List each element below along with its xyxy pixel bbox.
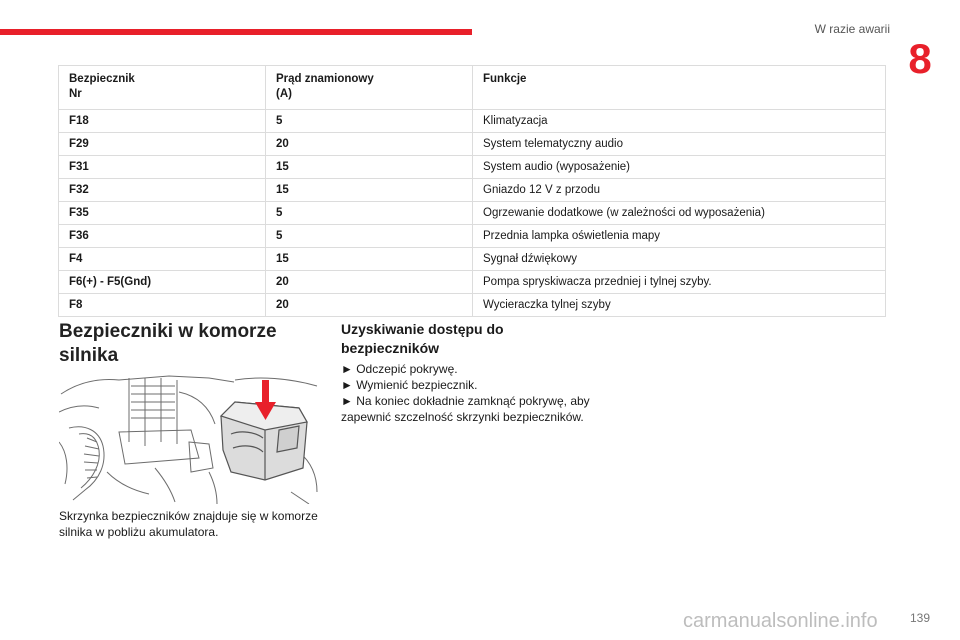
fuse-current-cell: 20 xyxy=(266,294,473,317)
fuse-current-cell: 15 xyxy=(266,179,473,202)
table-row xyxy=(59,271,886,294)
table-row xyxy=(59,294,886,317)
table-row xyxy=(59,248,886,271)
column-header-current: Prąd znamionowy (A) xyxy=(266,66,473,110)
engine-fuses-heading: Bezpieczniki w komorze silnika xyxy=(59,321,277,366)
column-header-function: Funkcje xyxy=(473,66,886,110)
fuse-function-cell: Sygnał dźwiękowy xyxy=(473,248,886,271)
table-row xyxy=(59,225,886,248)
fuse-number-cell: F32 xyxy=(59,179,266,202)
page-number: 139 xyxy=(909,611,930,625)
fuse-box-illustration xyxy=(59,372,321,504)
fuse-number-cell: F18 xyxy=(59,110,266,133)
fuse-number-cell: F31 xyxy=(59,156,266,179)
fuse-function-cell: Gniazdo 12 V z przodu xyxy=(473,179,886,202)
fuse-current-cell: 20 xyxy=(266,271,473,294)
fuse-current-cell: 5 xyxy=(266,225,473,248)
fuse-current-cell: 15 xyxy=(266,248,473,271)
table-row xyxy=(59,179,886,202)
fuse-number-cell: F6(+) - F5(Gnd) xyxy=(59,271,266,294)
fuse-number-cell: F35 xyxy=(59,202,266,225)
watermark: carmanualsonline.info xyxy=(683,610,878,632)
fuse-current-cell: 5 xyxy=(266,202,473,225)
fuse-number-cell: F29 xyxy=(59,133,266,156)
fuse-current-cell: 15 xyxy=(266,156,473,179)
table-row xyxy=(59,133,886,156)
table-row xyxy=(59,110,886,133)
section-title: W razie awarii xyxy=(814,22,890,36)
column-header-fuse: Bezpiecznik Nr xyxy=(59,66,266,110)
step-item: ► Odczepić pokrywę. xyxy=(341,362,458,376)
table-row xyxy=(59,202,886,225)
step-item: ► Wymienić bezpiecznik. xyxy=(341,378,478,392)
table-row xyxy=(59,156,886,179)
fuse-function-cell: Wycieraczka tylnej szyby xyxy=(473,294,886,317)
fuse-number-cell: F36 xyxy=(59,225,266,248)
fuse-current-cell: 5 xyxy=(266,110,473,133)
fuse-function-cell: Przednia lampka oświetlenia mapy xyxy=(473,225,886,248)
step-item: ► Na koniec dokładnie zamknąć pokrywę, aby zapewnić szczelność skrzynki bezpieczników. xyxy=(341,394,590,424)
fuse-function-cell: Klimatyzacja xyxy=(473,110,886,133)
access-fuses-heading: Uzyskiwanie dostępu do bezpieczników xyxy=(341,321,504,356)
fuse-current-cell: 20 xyxy=(266,133,473,156)
fuse-function-cell: System audio (wyposażenie) xyxy=(473,156,886,179)
table-header-row xyxy=(59,66,886,110)
fuse-function-cell: Ogrzewanie dodatkowe (w zależności od wyposażenia) xyxy=(473,202,886,225)
fuse-function-cell: System telematyczny audio xyxy=(473,133,886,156)
illustration-caption: Skrzynka bezpieczników znajduje się w komorze silnika w pobliżu akumulatora. xyxy=(59,509,318,539)
fuse-function-cell: Pompa spryskiwacza przedniej i tylnej szyby. xyxy=(473,271,886,294)
fuse-number-cell: F8 xyxy=(59,294,266,317)
fuse-table xyxy=(58,65,886,317)
access-steps xyxy=(341,361,611,425)
chapter-number: 8 xyxy=(908,35,932,82)
fuse-number-cell: F4 xyxy=(59,248,266,271)
header-accent-bar xyxy=(0,29,472,35)
